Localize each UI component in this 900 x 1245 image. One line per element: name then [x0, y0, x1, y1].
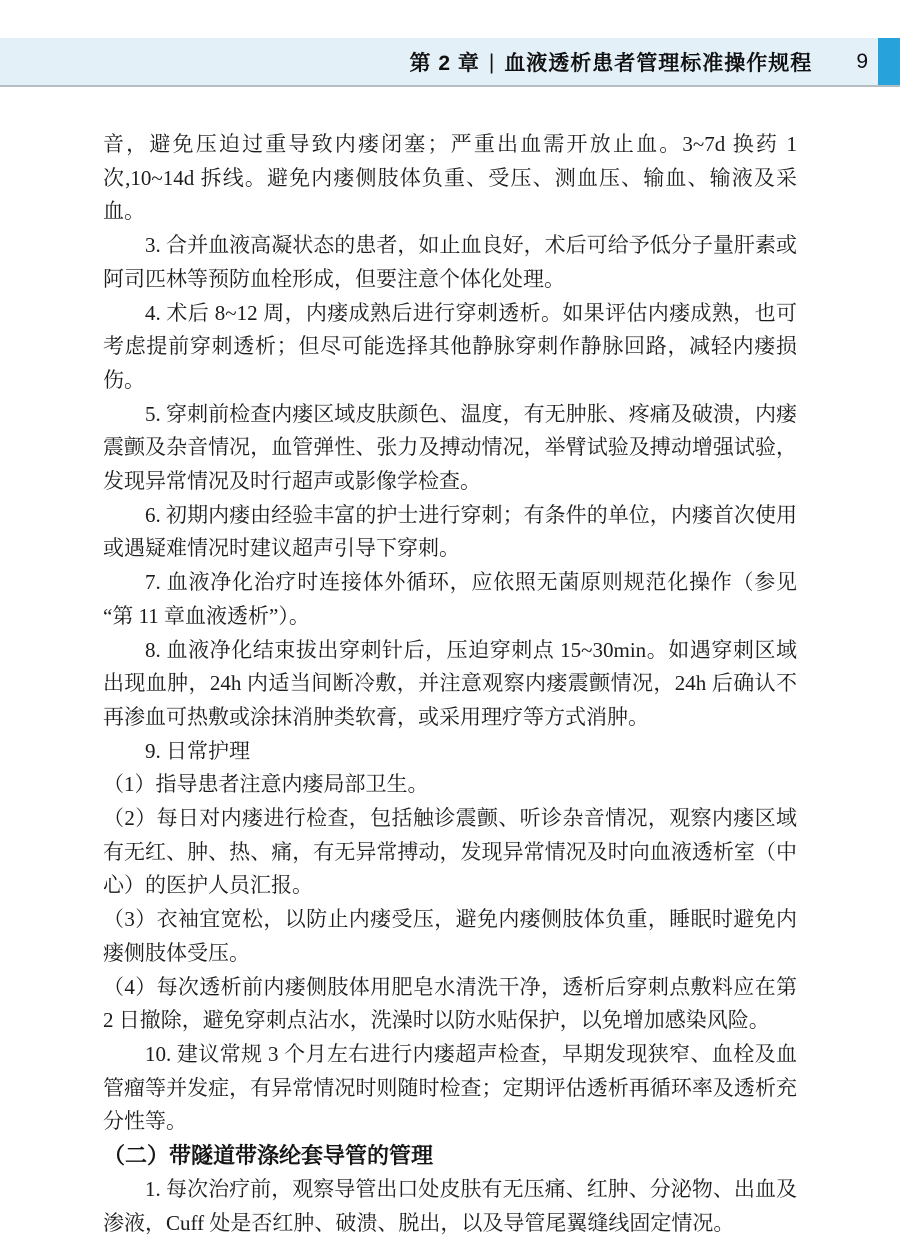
paragraph: 1. 每次治疗前，观察导管出口处皮肤有无压痛、红肿、分泌物、出血及渗液，Cuff 处是否红肿、破溃、脱出，以及导管尾翼缝线固定情况。: [103, 1176, 797, 1235]
chapter-label: 第 2 章: [409, 51, 480, 75]
running-head: [409, 47, 812, 77]
paragraph: 10. 建议常规 3 个月左右进行内瘘超声检查，早期发现狭窄、血栓及血管瘤等并发症，有异常情况时则随时检查；定期评估透析再循环率及透析充分性等。: [103, 1041, 797, 1134]
page-header: [0, 38, 900, 85]
page-number: 9: [856, 49, 868, 73]
paragraph: 4. 术后 8~12 周，内瘘成熟后进行穿刺透析。如果评估内瘘成熟，也可考虑提前穿刺透析；但尽可能选择其他静脉穿刺作静脉回路，减轻内瘘损伤。: [103, 300, 797, 392]
paragraph: 9. 日常护理: [145, 738, 250, 763]
paragraph: 6. 初期内瘘由经验丰富的护士进行穿刺；有条件的单位，内瘘首次使用或遇疑难情况时建议超声引导下穿刺。: [103, 502, 797, 561]
header-separator: |: [488, 50, 496, 74]
paragraph: （4）每次透析前内瘘侧肢体用肥皂水清洗干净，透析后穿刺点敷料应在第 2 日撤除，避免穿刺点沾水，洗澡时以防水贴保护，以免增加感染风险。: [103, 974, 797, 1033]
paragraph: 5. 穿刺前检查内瘘区域皮肤颜色、温度，有无肿胀、疼痛及破溃，内瘘震颤及杂音情况，血管弹性、张力及搏动情况，举臂试验及搏动增强试验，发现异常情况及时行超声或影像学检查。: [103, 401, 797, 494]
paragraph: 3. 合并血液高凝状态的患者，如止血良好，术后可给予低分子量肝素或阿司匹林等预防血栓形成，但要注意个体化处理。: [103, 233, 797, 291]
paragraph: （1）指导患者注意内瘘局部卫生。: [103, 772, 429, 797]
paragraph: （3）衣袖宜宽松，以防止内瘘受压，避免内瘘侧肢体负重，睡眠时避免内瘘侧肢体受压。: [103, 907, 797, 965]
chapter-title: 血液透析患者管理标准操作规程: [504, 51, 813, 75]
paragraph: 音，避免压迫过重导致内瘘闭塞；严重出血需开放止血。3~7d 换药 1 次,10~14d 拆线。避免内瘘侧肢体负重、受压、测血压、输血、输液及采血。: [103, 132, 797, 224]
paragraph: （2）每日对内瘘进行检查，包括触诊震颤、听诊杂音情况，观察内瘘区域有无红、肿、热、痛，有无异常搏动，发现异常情况及时向血液透析室（中心）的医护人员汇报。: [103, 806, 797, 898]
accent-square: [878, 38, 900, 85]
paragraph: 7. 血液净化治疗时连接体外循环，应依照无菌原则规范化操作（参见“第 11 章血液透析”）。: [103, 570, 797, 628]
section-heading: （二）带隧道带涤纶套导管的管理: [103, 1143, 434, 1169]
paragraph: 8. 血液净化结束拔出穿刺针后，压迫穿刺点 15~30min。如遇穿刺区域出现血肿，24h 内适当间断冷敷，并注意观察内瘘震颤情况，24h 后确认不再渗血可热敷或涂抹消肿类软膏，或采用理疗等方式消肿。: [103, 637, 797, 729]
page-body: [103, 128, 797, 1240]
